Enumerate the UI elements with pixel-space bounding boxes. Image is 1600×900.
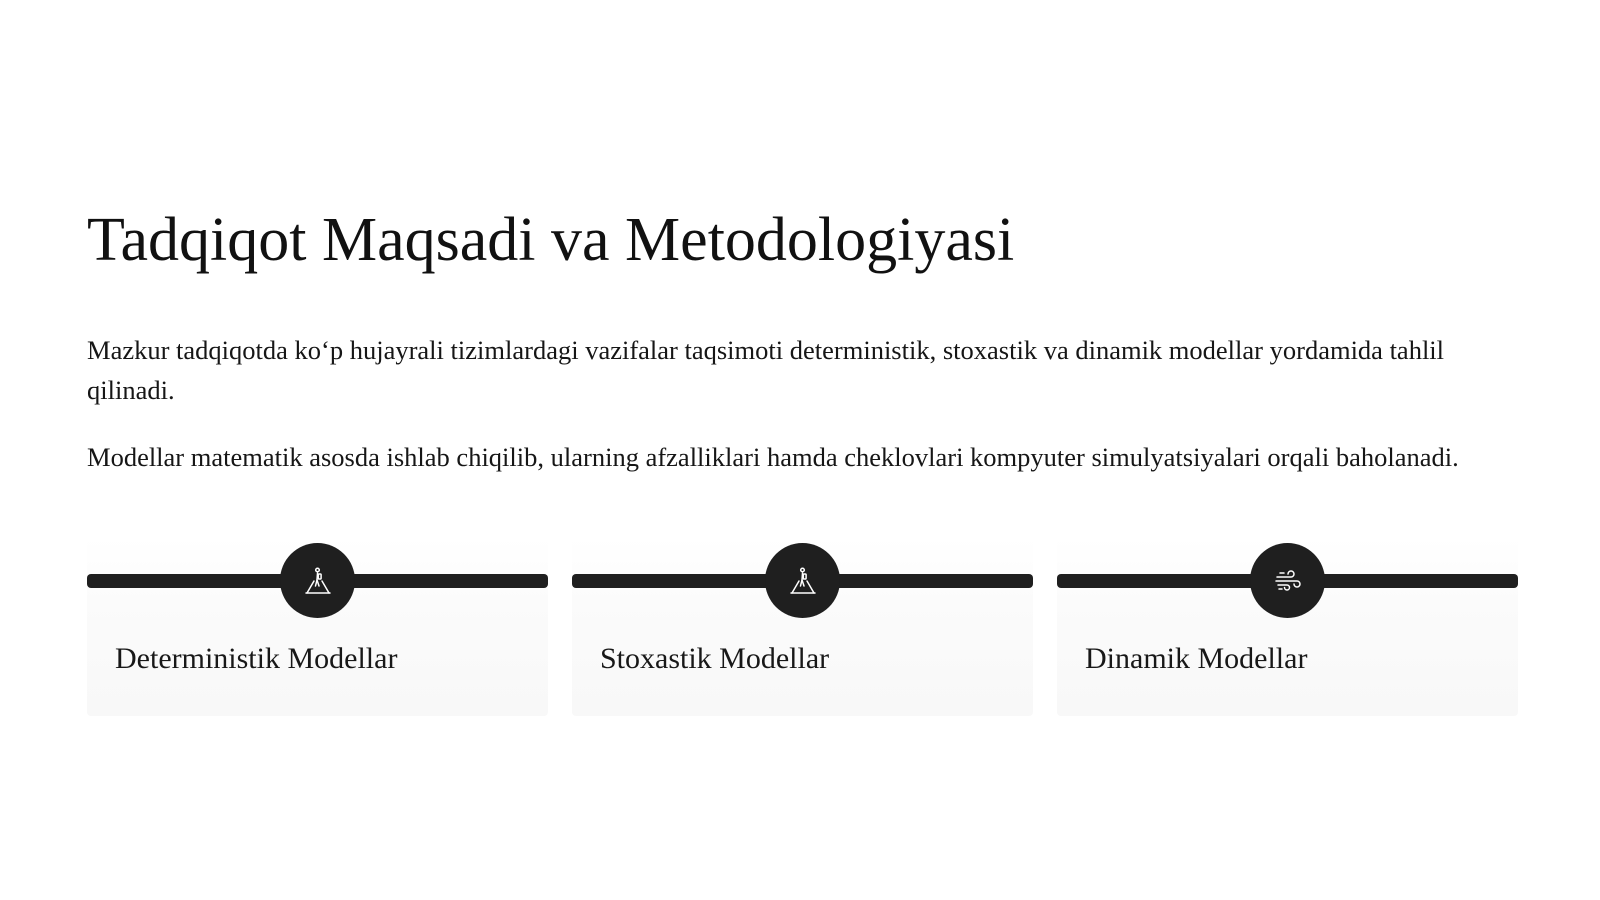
wind-icon: [1250, 543, 1325, 618]
model-cards: [87, 538, 1519, 716]
card-stochastic-models: [572, 538, 1033, 716]
intro-paragraph: Mazkur tadqiqotda ko‘p hujayrali tizimlardagi vazifalar taqsimoti deterministik, stoxastik va dinamik modellar yordamida tahlil qilinadi.: [87, 335, 1445, 405]
method-paragraph: Modellar matematik asosda ishlab chiqilib, ularning afzalliklari hamda cheklovlari kompyuter simulyatsiyalari orqali baholanadi.: [87, 442, 1459, 472]
slide-title: Tadqiqot Maqsadi va Metodologiyasi: [87, 206, 1015, 274]
card-label: Dinamik Modellar: [1085, 642, 1308, 675]
hiker-icon: [765, 543, 840, 618]
card-deterministic-models: [87, 538, 548, 716]
hiker-icon: [280, 543, 355, 618]
card-label: Deterministik Modellar: [115, 642, 398, 675]
card-dynamic-models: [1057, 538, 1518, 716]
card-label: Stoxastik Modellar: [600, 642, 830, 675]
